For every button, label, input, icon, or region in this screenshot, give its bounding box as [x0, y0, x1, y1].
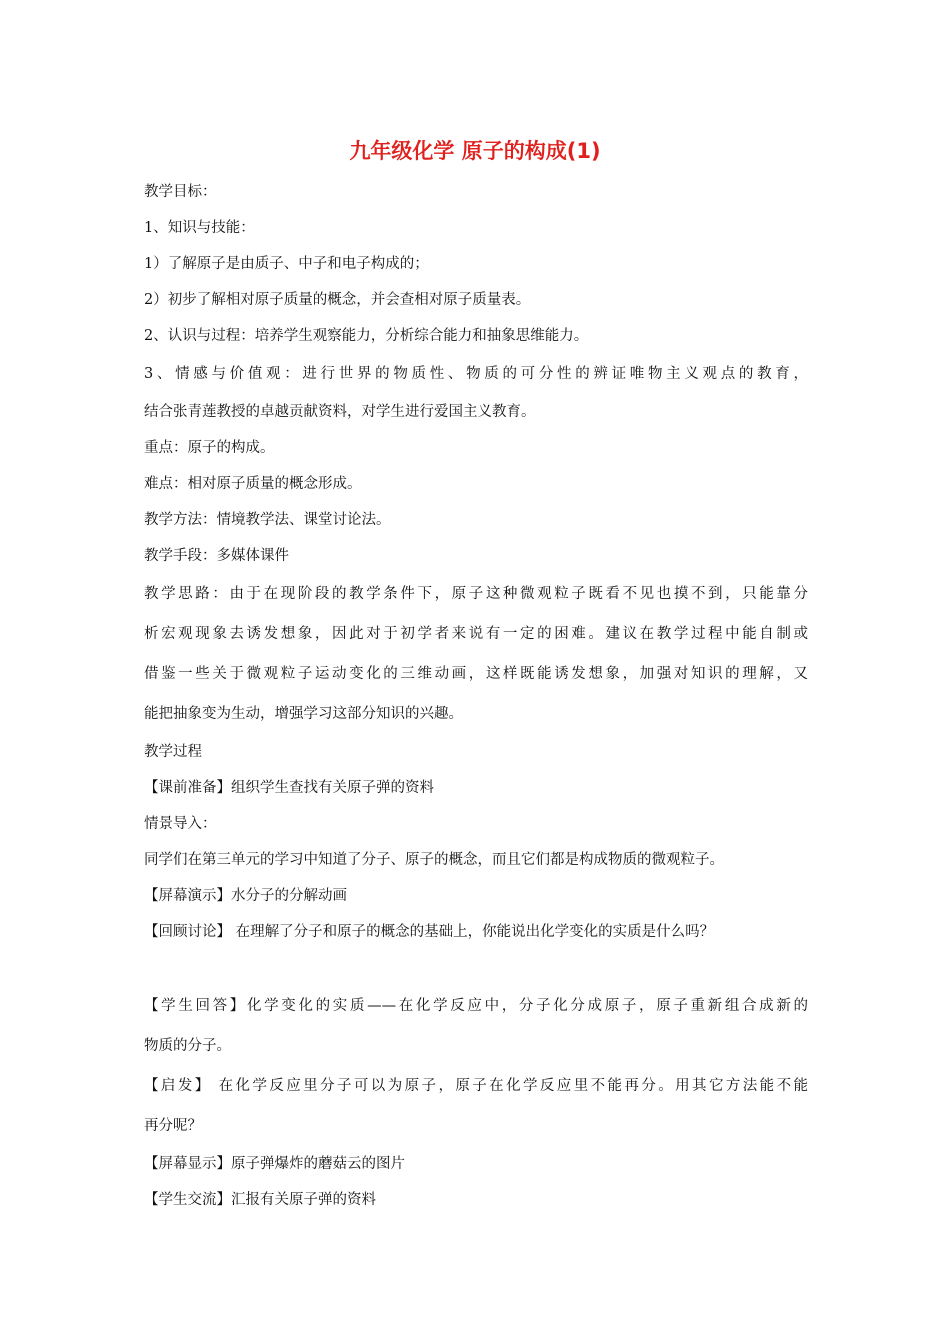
- text-line: 重点：原子的构成。: [144, 440, 275, 456]
- text-line: 结合张青莲教授的卓越贡献资料，对学生进行爱国主义教育。: [144, 404, 536, 420]
- text-line: 【屏幕演示】水分子的分解动画: [144, 888, 347, 904]
- text-line: 2、认识与过程：培养学生观察能力，分析综合能力和抽象思维能力。: [144, 328, 589, 344]
- text-line: 物质的分子。: [144, 1038, 231, 1054]
- text-line: 能把抽象变为生动，增强学习这部分知识的兴趣。: [144, 706, 463, 722]
- text-line: 【屏幕显示】原子弹爆炸的蘑菇云的图片: [144, 1156, 405, 1172]
- text-line: 教学目标：: [144, 184, 217, 200]
- text-line: 教学方法：情境教学法、课堂讨论法。: [144, 512, 391, 528]
- text-line: 借鉴一些关于微观粒子运动变化的三维动画，这样既能诱发想象，加强对知识的理解，又: [144, 666, 808, 682]
- document-title: 九年级化学 原子的构成(1): [349, 139, 601, 163]
- text-line: 情景导入：: [144, 816, 217, 832]
- text-line: 2）初步了解相对原子质量的概念，并会查相对原子质量表。: [144, 292, 531, 308]
- text-line: 【启发】 在化学反应里分子可以为原子，原子在化学反应里不能再分。用其它方法能不能: [144, 1078, 808, 1094]
- document-body: [144, 174, 808, 1218]
- text-line: 教学思路：由于在现阶段的教学条件下，原子这种微观粒子既看不见也摸不到，只能靠分: [144, 586, 808, 602]
- text-line: 【学生交流】汇报有关原子弹的资料: [144, 1192, 376, 1208]
- text-line: 难点：相对原子质量的概念形成。: [144, 476, 362, 492]
- text-line: 1）了解原子是由质子、中子和电子构成的；: [144, 256, 429, 272]
- text-line: 3、情感与价值观：进行世界的物质性、物质的可分性的辨证唯物主义观点的教育，: [144, 366, 808, 382]
- text-line: 析宏观现象去诱发想象，因此对于初学者来说有一定的困难。建议在教学过程中能自制或: [144, 626, 808, 642]
- text-line: 1、知识与技能：: [144, 220, 255, 236]
- text-line: 教学手段：多媒体课件: [144, 548, 289, 564]
- blank-line: [144, 950, 808, 986]
- text-line: 再分呢？: [144, 1118, 202, 1134]
- text-line: 【学生回答】化学变化的实质——在化学反应中，分子化分成原子，原子重新组合成新的: [144, 998, 808, 1014]
- text-line: 同学们在第三单元的学习中知道了分子、原子的概念，而且它们都是构成物质的微观粒子。: [144, 852, 724, 868]
- text-line: 教学过程: [144, 744, 202, 760]
- text-line: 【回顾讨论】 在理解了分子和原子的概念的基础上，你能说出化学变化的实质是什么吗？: [144, 924, 715, 940]
- text-line: 【课前准备】组织学生查找有关原子弹的资料: [144, 780, 434, 796]
